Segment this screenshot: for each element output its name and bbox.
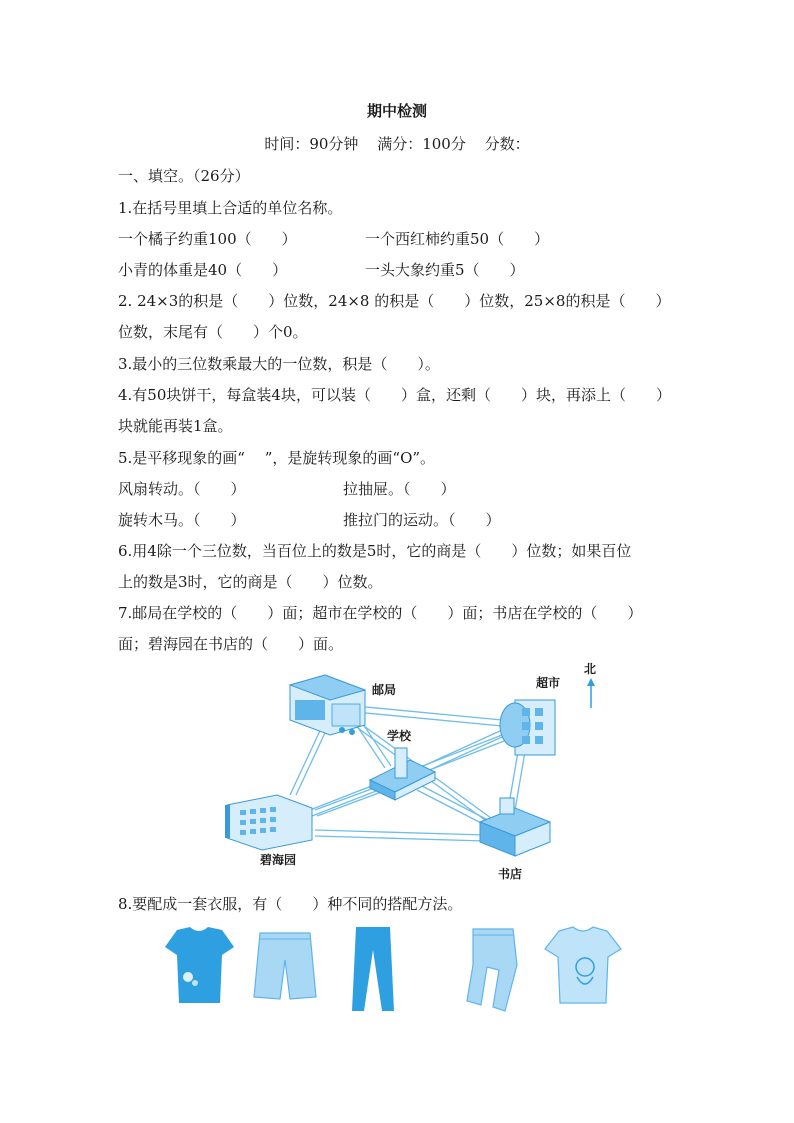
direction-map — [260, 660, 620, 885]
time-limit: 时间：90分钟 — [264, 135, 359, 153]
q7-line1: 7.邮局在学校的（ ）面；超市在学校的（ ）面；书店在学校的（ ） — [118, 604, 643, 622]
residence-label: 碧海园 — [260, 853, 297, 867]
q1-d: 一头大象约重5（ ） — [365, 261, 525, 279]
section-heading: 一、填空。（26分） — [118, 167, 250, 185]
post-office-label: 邮局 — [372, 683, 397, 697]
q1-b: 一个西红柿约重50（ ） — [365, 230, 550, 248]
q2-line1: 2. 24×3的积是（ ）位数，24×8 的积是（ ）位数，25×8的积是（ ） — [118, 292, 671, 310]
q3-line1: 3.最小的三位数乘最大的一位数，积是（ ）。 — [118, 355, 440, 373]
q2-line2: 位数，末尾有（ ）个0。 — [118, 323, 308, 341]
exam-meta — [0, 133, 794, 154]
school-building — [370, 748, 435, 800]
supermarket-building — [500, 700, 555, 755]
page-title: 期中检测 — [366, 102, 427, 120]
north-label: 北 — [584, 662, 597, 676]
q1-a: 一个橘子约重100（ ） — [118, 230, 297, 248]
q1-c: 小青的体重是40（ ） — [118, 261, 288, 279]
tshirt-monkey-icon — [543, 925, 623, 1010]
post-office-building — [290, 675, 365, 735]
q6-line2: 上的数是3时，它的商是（ ）位数。 — [118, 573, 383, 591]
north-arrow-icon — [587, 678, 595, 708]
q4-line1: 4.有50块饼干，每盒装4块，可以装（ ）盒，还剩（ ）块，再添上（ ） — [118, 386, 671, 404]
tshirt-flower-icon — [162, 925, 237, 1010]
q1-stem: 1.在括号里填上合适的单位名称。 — [118, 199, 343, 217]
full-score: 满分：100分 — [377, 135, 466, 153]
score-field: 分数： — [484, 135, 530, 153]
q5-b: 拉抽屉。（ ） — [343, 480, 456, 498]
q4-line2: 块就能再装1盒。 — [118, 417, 233, 435]
q6-line1: 6.用4除一个三位数，当百位上的数是5时，它的商是（ ）位数；如果百位 — [118, 542, 632, 560]
q5-a: 风扇转动。（ ） — [118, 480, 246, 498]
q5-c: 旋转木马。（ ） — [118, 511, 246, 529]
residence-building — [225, 795, 312, 850]
school-label: 学校 — [387, 729, 412, 743]
q8-line1: 8.要配成一套衣服，有（ ）种不同的搭配方法。 — [118, 895, 463, 913]
bookstore-label: 书店 — [498, 867, 523, 881]
q5-d: 推拉门的运动。（ ） — [343, 511, 501, 529]
q5-stem: 5.是平移现象的画“ ”，是旋转现象的画“O”。 — [118, 449, 436, 467]
jeans-icon — [455, 925, 530, 1015]
supermarket-label: 超市 — [536, 676, 561, 690]
shorts-icon — [250, 925, 320, 1010]
long-pants-icon — [348, 925, 398, 1015]
q7-line2: 面；碧海园在书店的（ ）面。 — [118, 635, 344, 653]
